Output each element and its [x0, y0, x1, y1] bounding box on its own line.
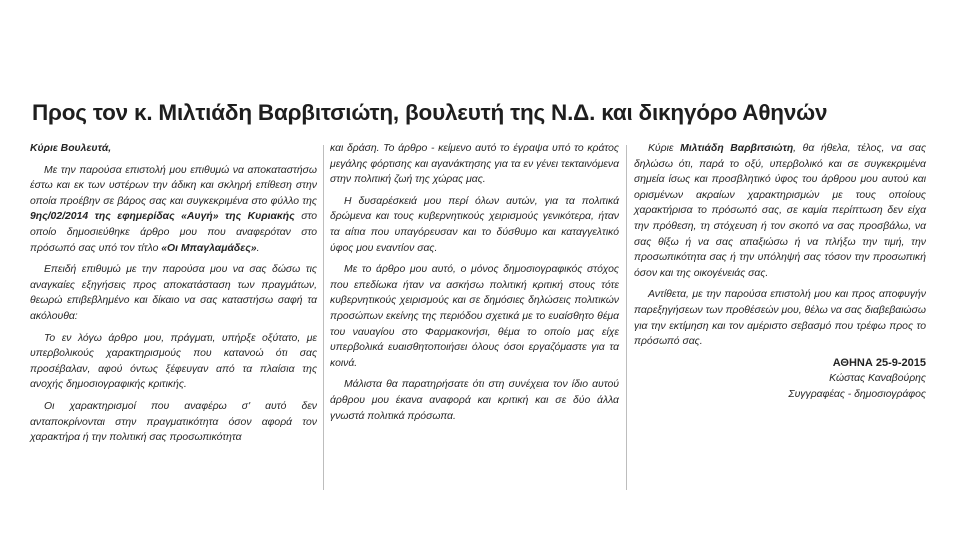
column-1	[30, 141, 317, 452]
paragraph: Αντίθετα, με την παρούσα επιστολή μου και προς αποφυγήν παρεξηγήσεων των προθέσεών μου, θέλω να σας διαβεβαιώσω για την εκτίμηση και τον αμέριστο σεβασμό που τρέφω προς το πρόσωπό σας.	[634, 289, 926, 348]
newspaper-reference: 9ης/02/2014 της εφημερίδας «Αυγή» της Κυριακής	[30, 211, 295, 223]
paragraph: Επειδή επιθυμώ με την παρούσα μου να σας δώσω τις αναγκαίες εξηγήσεις προς αποκατάσταση των πραγμάτων, θεωρώ επιβεβλημένο και δίκαιο να σας καταστήσω σαφή τα ακόλουθα:	[30, 264, 317, 322]
paragraph: και δράση. Το άρθρο - κείμενο αυτό το έγραψα υπό το κράτος μεγάλης φόρτισης και αγανάκτησης για τα εν γένει τεκταινόμενα στην πολιτική ζωή της χώρας μας.	[330, 143, 619, 186]
author-name: Κώστας Καναβούρης	[829, 373, 926, 385]
paragraph: Με την παρούσα επιστολή μου επιθυμώ να αποκαταστήσω έστω και εκ των υστέρων την άδικη και σκληρή επίθεση στην οποία προέβην σε βάρος σας και συγκεκριμένα στο φύλλο της 9ης/02/2014 της εφημερίδας «Αυγή» της Κυριακής στο οποίο δημοσιεύθηκε άρθρο μου που αναφερόταν στο πρόσωπό σας υπό τον τίτλο «Οι Μπαγλαμάδες».	[30, 164, 317, 254]
column-3	[634, 141, 926, 403]
addressee-name: Μιλτιάδη Βαρβιτσιώτη	[680, 143, 794, 154]
greeting: Κύριε Βουλευτά,	[30, 143, 112, 154]
paragraph: Η δυσαρέσκειά μου περί όλων αυτών, για τα πολιτικά δρώμενα και τους κυβερνητικούς χειρισμούς γενικότερα, ήταν τα αίτια που υπαγόρευσαν και το δύσθυμο και καταγγελτικό ύφος μου εναντίον σας.	[330, 195, 619, 254]
column-divider	[323, 145, 324, 490]
paragraph: Κύριε Μιλτιάδη Βαρβιτσιώτη, θα ήθελα, τέλος, να σας δηλώσω ότι, παρά το οξύ, υπερβολικό και σε συγκεκριμένα σημεία ίσως και προσβλητικό ύφος του άρθρου μου αυτού και ορισμένων ακραίων χαρακτηρισμών με τους οποίους χαρακτήρισα το πρόσωπό σας, σε καμία περίπτωση δεν είχα την πρόθεση, τη στόχευση ή τον σκοπό να σας προσβάλω, να σας θίξω ή να σας απαξιώσω ή να πλήξω την τιμή, την προσωπικότητα σας ή την υπόληψή σας τόσον την προσωπική όσον και της οικογένειάς σας.	[634, 143, 926, 279]
article-title-reference: «Οι Μπαγλαμάδες»	[161, 242, 257, 254]
column-divider	[626, 145, 627, 490]
paragraph: Το εν λόγω άρθρο μου, πράγματι, υπήρξε οξύτατο, με υπερβολικούς χαρακτηρισμούς που κατανοώ ότι σας προσέβαλαν, αφού όντως ξέφευγαν από τα πλαίσια της ανοχής δημοσιογραφικής κριτικής.	[30, 332, 317, 391]
paragraph: Οι χαρακτηρισμοί που αναφέρω σ' αυτό δεν ανταποκρίνονται στην πραγματικότητα όσον αφορά τον χαρακτήρα ή την πολιτική σας προσωπικότητα	[30, 400, 317, 444]
author-role: Συγγραφέας - δημοσιογράφος	[788, 388, 926, 400]
paragraph: Με το άρθρο μου αυτό, ο μόνος δημοσιογραφικός στόχος που επεδίωκα ήταν να ασκήσω πολιτική κριτική στους τότε κυβερνητικούς χειρισμούς και σε δημόσιες δηλώσεις πολιτικών προσώπων εκείνης της περιόδου σχετικά με το ευαίσθητο θέμα του ναυαγίου στο Φαρμακονήσι, θέμα το οποίο μας είχε υπερβολικά ευαισθητοποιήσει όλους όσοι εργαζόμαστε για τα κοινά.	[330, 264, 619, 369]
paragraph: Μάλιστα θα παρατηρήσατε ότι στη συνέχεια τον ίδιο αυτού άρθρου μου έκανα αναφορά και κριτική και σε δύο άλλα γνωστά πολιτικά πρόσωπα.	[330, 379, 619, 422]
article-headline: Προς τον κ. Μιλτιάδη Βαρβιτσιώτη, βουλευτή της Ν.Δ. και δικηγόρο Αθηνών	[32, 100, 828, 125]
column-2	[330, 141, 619, 430]
place-date: ΑΘΗΝΑ 25-9-2015	[832, 356, 926, 369]
